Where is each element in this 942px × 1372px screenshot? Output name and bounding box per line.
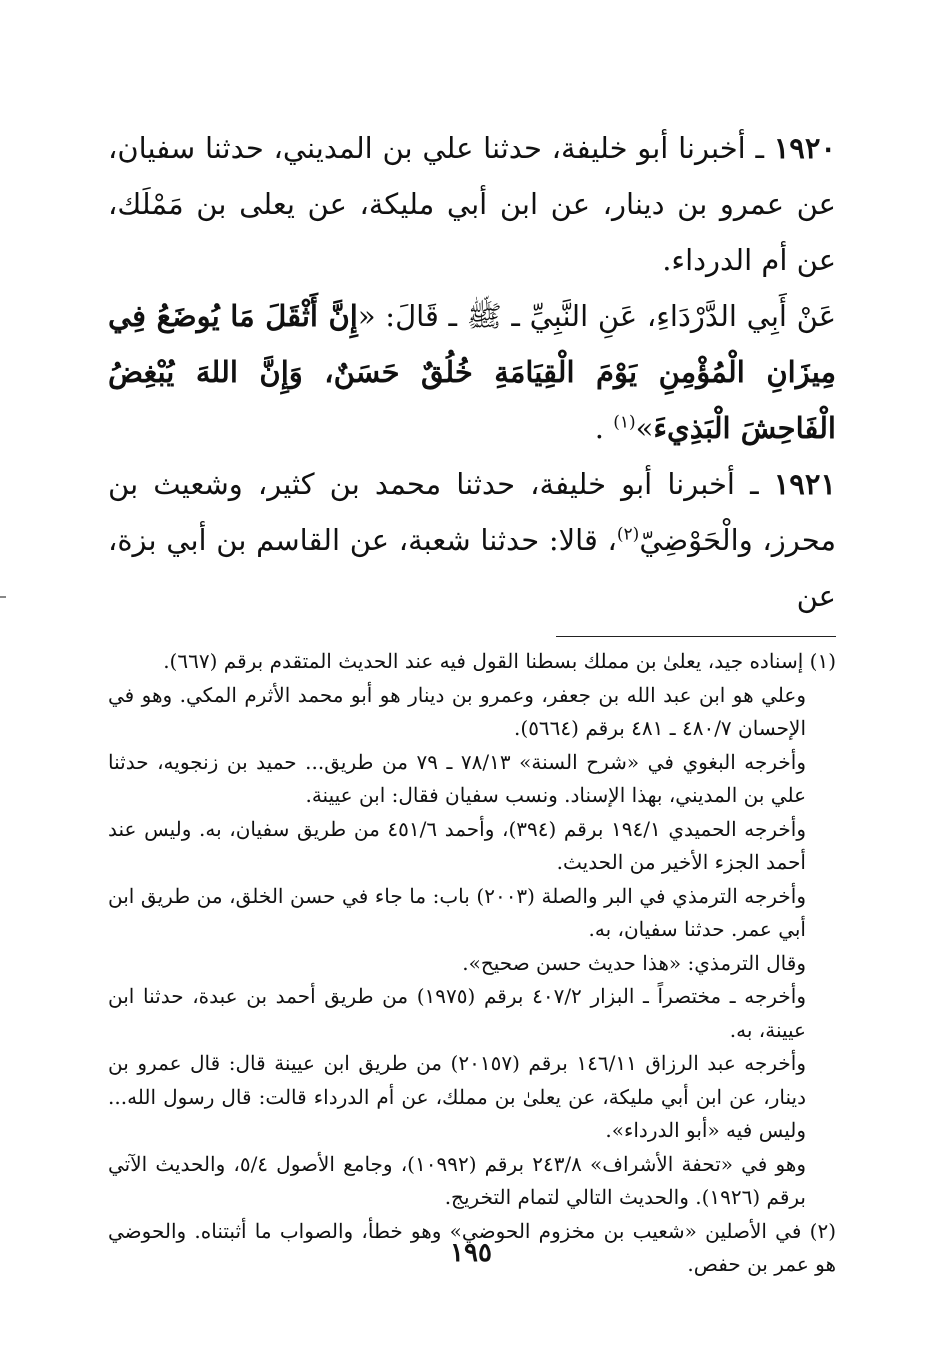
hadith-1921-isnad xyxy=(108,456,836,624)
footnote-paragraph: (١) إسناده جيد، يعلىٰ بن مملك بسطنا القول فيه عند الحديث المتقدم برقم (٦٦٧). xyxy=(163,649,836,673)
footnote-paragraph: وأخرجه الحميدي ١٩٤/١ برقم (٣٩٤)، وأحمد ٤٥١/٦ من طريق سفيان، به. وليس عند أحمد الجزء الأخير من الحديث. xyxy=(108,816,806,874)
footnote-paragraph: وقال الترمذي: «هذا حديث حسن صحيح». xyxy=(462,950,806,975)
isnad-text-b: ، قالا: حدثنا شعبة، عن القاسم بن أبي بزة، عن xyxy=(108,523,836,613)
footnotes xyxy=(108,645,836,1282)
footnote-paragraph: (٢) في الأصلين «شعيب بن مخزوم الحوضي» وهو خطأ، والصواب ما أثبتناه. والحوضي هو عمر بن حفص. xyxy=(108,1218,836,1276)
footnote-paragraph: وأخرجه البغوي في «شرح السنة» ٧٨/١٣ ـ ٧٩ من طريق... حميد بن زنجويه، حدثنا علي بن المديني، بهذا الإسناد. ونسب سفيان فقال: ابن عيينة. xyxy=(108,749,807,807)
page-content xyxy=(108,120,836,1282)
page-number: ١٩٥ xyxy=(450,1238,492,1268)
isnad-text-a: ـ أخبرنا أبو خليفة، حدثنا محمد بن كثير، وشعيث بن محرز، والْحَوْضِيّ xyxy=(108,467,836,557)
footnote-paragraph: وهو في «تحفة الأشراف» ٢٤٣/٨ برقم (١٠٩٩٢)، وجامع الأصول ٥/٤، والحديث الآتي برقم (١٩٢٦). والحديث التالي لتمام التخريج. xyxy=(108,1151,806,1209)
matn-end: . xyxy=(594,411,614,445)
margin-mark xyxy=(0,596,6,598)
footnote-paragraph: وأخرجه عبد الرزاق ١٤٦/١١ برقم (٢٠١٥٧) من طريق ابن عيينة قال: قال عمرو بن دينار، عن ابن أبي مليكة، عن يعلىٰ بن مملك، عن أم الدرداء قالت: قال رسول الله... وليس فيه «أبو الدرداء». xyxy=(108,1051,807,1142)
hadith-number: ١٩٢٠ xyxy=(773,131,836,165)
footnote-divider xyxy=(556,636,836,637)
matn-intro: عَنْ أَبِي الدَّرْدَاءِ، عَنِ النَّبِيِّ ـ ﷺ ـ قَالَ: « xyxy=(357,299,837,333)
footnote-paragraph: وأخرجه الترمذي في البر والصلة (٢٠٠٣) باب: ما جاء في حسن الخلق، من طريق ابن أبي عمر. حدثنا سفيان، به. xyxy=(108,883,807,941)
footnote-ref-1[interactable]: (١) xyxy=(613,412,636,433)
footnote-paragraph: وأخرجه ـ مختصراً ـ البزار ٤٠٧/٢ برقم (١٩٧٥) من طريق أحمد بن عبدة، حدثنا ابن عيينة، به. xyxy=(108,984,806,1042)
footnote-ref-2[interactable]: (٢) xyxy=(616,524,640,545)
main-text xyxy=(108,120,836,624)
isnad-text: ـ أخبرنا أبو خليفة، حدثنا علي بن المديني، حدثنا سفيان، عن عمرو بن دينار، عن ابن أبي مليكة، عن يعلى بن مَمْلَك، عن أم الدرداء. xyxy=(108,131,836,277)
hadith-1920-isnad xyxy=(108,120,836,288)
matn-text: إِنَّ أَثْقَلَ مَا يُوضَعُ فِي مِيزَانِ الْمُؤْمِنِ يَوْمَ الْقِيَامَةِ خُلُقٌ حَسَنٌ، وَإِنَّ اللهَ يُبْغِضُ الْفَاحِشَ الْبَذِيءَ xyxy=(108,299,836,445)
footnote-paragraph: وعلي هو ابن عبد الله بن جعفر، وعمرو بن دينار هو أبو محمد الأثرم المكي. وهو في الإحسان ٤٨٠/٧ ـ ٤٨١ برقم (٥٦٦٤). xyxy=(108,682,806,740)
hadith-number: ١٩٢١ xyxy=(773,467,836,501)
footnote-1 xyxy=(108,645,836,1215)
hadith-1920-matn xyxy=(108,288,836,456)
matn-close: » xyxy=(635,411,654,445)
